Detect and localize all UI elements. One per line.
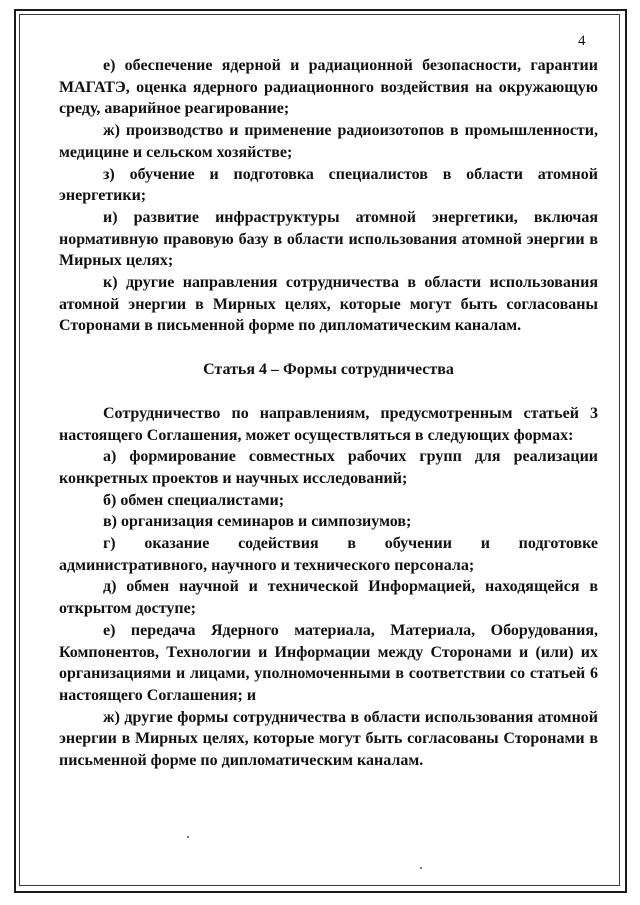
list-item: к) другие направления сотрудничества в области использования атомной энергии в Мирных целях, которые могут быть согласованы Сторонами в письменной форме по дипломатическим каналам. (59, 274, 598, 335)
list-item: е) передача Ядерного материала, Материала, Оборудования, Компонентов, Технологии и Информации между Сторонами и (или) их организациями и лицами, уполномоченными в соответствии со статьей 6 настоящего Соглашения; и (59, 621, 598, 704)
list-item: д) обмен научной и технической Информацией, находящейся в открытом доступе; (59, 578, 598, 618)
scan-speck (187, 836, 189, 838)
article-intro: Сотрудничество по направлениям, предусмотренным статьей 3 настоящего Соглашения, может осуществляться в следующих формах: (59, 404, 598, 444)
list-item: е) обеспечение ядерной и радиационной безопасности, гарантии МАГАТЭ, оценка ядерного радиационного воздействия на окружающую среду, аварийное реагирование; (59, 57, 598, 118)
list-item: и) развитие инфраструктуры атомной энергетики, включая нормативную правовую базу в области использования атомной энергии в Мирных целях; (59, 208, 598, 270)
article-heading: Статья 4 – Формы сотрудничества (203, 361, 454, 379)
list-item: ж) производство и применение радиоизотопов в промышленности, медицине и сельском хозяйстве; (59, 122, 598, 161)
list-item: б) обмен специалистами; (103, 491, 285, 509)
list-item: з) обучение и подготовка специалистов в области атомной энергетики; (59, 165, 598, 205)
list-item: в) организация семинаров и симпозиумов; (103, 513, 412, 531)
list-item: а) формирование совместных рабочих групп для реализации конкретных проектов и научных исследований; (59, 448, 598, 487)
document-body (59, 55, 598, 772)
scan-speck (420, 867, 422, 869)
list-item: ж) другие формы сотрудничества в области использования атомной энергии в Мирных целях, которые могут быть согласованы Сторонами в письменной форме по дипломатическим каналам. (59, 708, 598, 770)
list-item: г) оказание содействия в обучении и подготовке административного, научного и технического персонала; (59, 535, 598, 574)
page-number: 4 (578, 33, 586, 49)
